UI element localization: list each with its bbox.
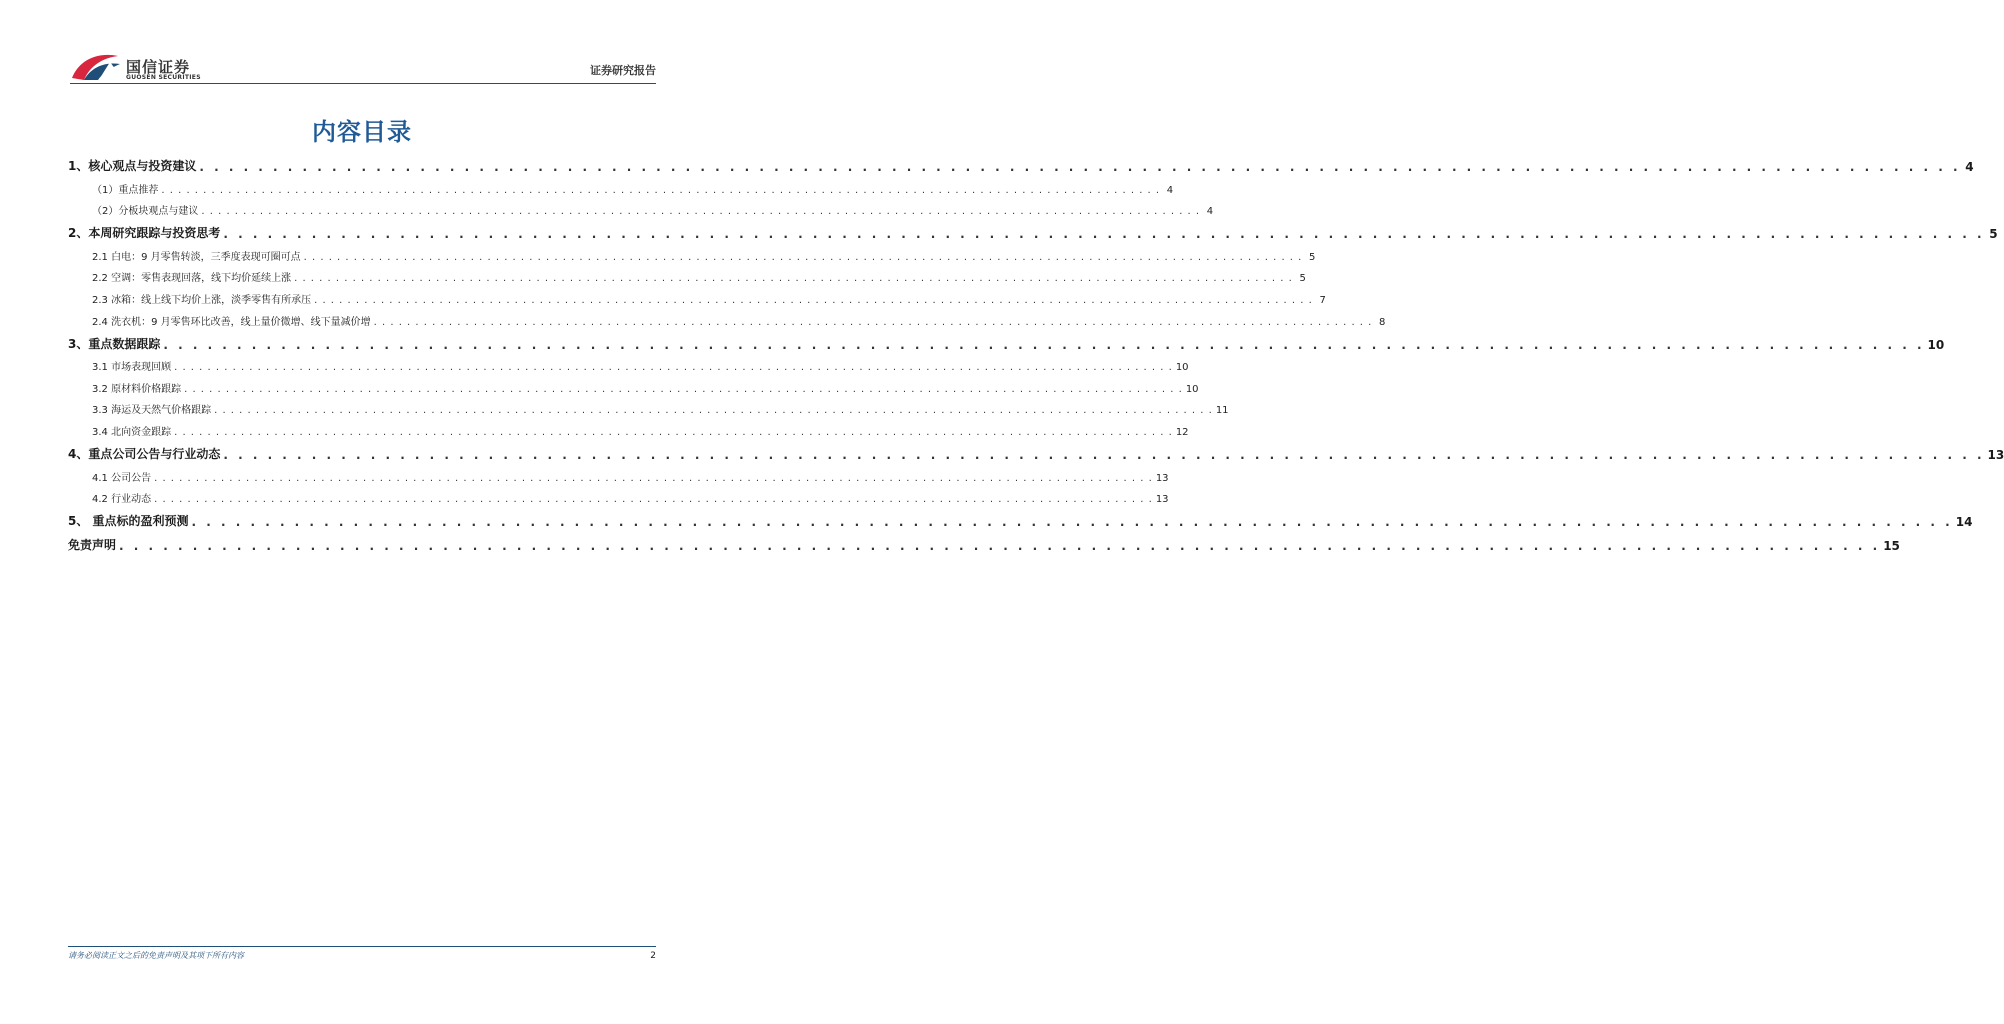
guosen-logo-icon: [70, 52, 122, 82]
toc-entry-label: 4.1 公司公告: [92, 472, 152, 484]
toc-entry-label: 3、重点数据跟踪: [68, 336, 161, 351]
toc-entry-label: 2.4 洗衣机：9 月零售环比改善，线上量价微增、线下量减价增: [92, 316, 371, 328]
toc-entry-subsection[interactable]: [68, 486, 1169, 508]
toc-entry-label: （1）重点推荐: [92, 184, 159, 196]
toc-leader-dots: . . . . . . . . . . . . . . . . . . . . . . . . . . . . . . . . . . . . . . . . . . . . . . . . . . . . . . . . . . . . . . . . . . . . . . . . . . . . . . . . . . . . . . . . . . . . . . . . . . . . . . . . . . . . . . . . . . . . . . . .: [214, 405, 1213, 417]
toc-leader-dots: . . . . . . . . . . . . . . . . . . . . . . . . . . . . . . . . . . . . . . . . . . . . . . . . . . . . . . . . . . . . . . . . . . . . . . . . . . . . . . . . . . . . . . . . . . . . . . . . . . . . . . . . . . . . . . . . . . . . . . . .: [199, 160, 1961, 174]
toc-entry-label: 3.2 原材料价格跟踪: [92, 383, 182, 395]
header-divider: [70, 83, 656, 84]
toc-entry-page: 5: [1299, 273, 1306, 285]
toc-leader-dots: . . . . . . . . . . . . . . . . . . . . . . . . . . . . . . . . . . . . . . . . . . . . . . . . . . . . . . . . . . . . . . . . . . . . . . . . . . . . . . . . . . . . . . . . . . . . . . . . . . . . . . . . . . . . . . . . . . . . . . . .: [174, 426, 1173, 438]
toc-entry-subsection[interactable]: [68, 308, 1386, 330]
report-type-label: 证券研究报告: [590, 64, 656, 77]
toc-entry-label: （2）分板块观点与建议: [92, 206, 199, 218]
toc-entry-section[interactable]: [68, 152, 1974, 176]
toc-entry-page: 14: [1955, 515, 1973, 530]
toc-entry-label: 5、 重点标的盈利预测: [68, 514, 189, 529]
toc-entry-page: 4: [1166, 184, 1174, 196]
toc-entry-subsection[interactable]: [68, 375, 1199, 397]
toc-leader-dots: . . . . . . . . . . . . . . . . . . . . . . . . . . . . . . . . . . . . . . . . . . . . . . . . . . . . . . . . . . . . . . . . . . . . . . . . . . . . . . . . . . . . . . . . . . . . . . . . . . . . . . . . . . . . . . . . . . . . . . . .: [303, 251, 1303, 263]
toc-entry-page: 12: [1175, 426, 1189, 438]
toc-entry-subsection[interactable]: [68, 265, 1306, 287]
toc-title: 内容目录: [312, 118, 412, 146]
page-header: [70, 50, 656, 86]
toc-leader-dots: . . . . . . . . . . . . . . . . . . . . . . . . . . . . . . . . . . . . . . . . . . . . . . . . . . . . . . . . . . . . . . . . . . . . . . . . . . . . . . . . . . . . . . . . . . . . . . . . . . . . . . . . . . . . . . . . . . . . . . . .: [373, 316, 1373, 328]
disclaimer-note: 请务必阅读正文之后的免责声明及其项下所有内容: [68, 951, 244, 960]
toc-entry-page: 5: [1989, 227, 1998, 242]
toc-leader-dots: . . . . . . . . . . . . . . . . . . . . . . . . . . . . . . . . . . . . . . . . . . . . . . . . . . . . . . . . . . . . . . . . . . . . . . . . . . . . . . . . . . . . . . . . . . . . . . . . . . . . . . . . . . . . . . . . . . . . . . . .: [201, 206, 1201, 218]
toc-entry-page: 5: [1308, 251, 1316, 263]
toc-entry-page: 10: [1185, 383, 1199, 395]
toc-entry-page: 4: [1206, 206, 1214, 218]
toc-entry-page: 10: [1175, 362, 1189, 374]
toc-entry-section[interactable]: [68, 440, 2004, 464]
toc-entry-label: 1、核心观点与投资建议: [68, 159, 197, 173]
toc-leader-dots: . . . . . . . . . . . . . . . . . . . . . . . . . . . . . . . . . . . . . . . . . . . . . . . . . . . . . . . . . . . . . . . . . . . . . . . . . . . . . . . . . . . . . . . . . . . . . . . . . . . . . . . . . . . . . . . . . . . . . . . .: [154, 472, 1153, 484]
toc-entry-page: 4: [1965, 160, 1974, 174]
toc-entry-page: 7: [1319, 294, 1326, 306]
toc-entry-label: 4、重点公司公告与行业动态: [68, 446, 221, 461]
footer-divider: [68, 946, 656, 947]
toc-entry-label: 3.3 海运及天然气价格跟踪: [92, 405, 212, 417]
toc-entry-section[interactable]: [68, 507, 1973, 531]
toc-entry-label: 4.2 行业动态: [92, 494, 152, 506]
toc-entry-label: 2.2 空调：零售表现回落，线下均价延续上涨: [92, 273, 292, 285]
page-number: 2: [650, 951, 656, 961]
toc-entry-section[interactable]: [68, 219, 1998, 243]
toc-leader-dots: . . . . . . . . . . . . . . . . . . . . . . . . . . . . . . . . . . . . . . . . . . . . . . . . . . . . . . . . . . . . . . . . . . . . . . . . . . . . . . . . . . . . . . . . . . . . . . . . . . . . . . . . . . . . . . . . . . . . . . . .: [223, 227, 1985, 242]
toc-entry-label: 免责声明: [68, 538, 117, 553]
toc-entry-page: 10: [1927, 337, 1945, 352]
toc-leader-dots: . . . . . . . . . . . . . . . . . . . . . . . . . . . . . . . . . . . . . . . . . . . . . . . . . . . . . . . . . . . . . . . . . . . . . . . . . . . . . . . . . . . . . . . . . . . . . . . . . . . . . . . . . . . . . . . . . . . . . . . .: [314, 294, 1313, 306]
toc-entry-page: 15: [1883, 539, 1900, 554]
toc-entry-subsection[interactable]: [68, 176, 1174, 198]
toc-leader-dots: . . . . . . . . . . . . . . . . . . . . . . . . . . . . . . . . . . . . . . . . . . . . . . . . . . . . . . . . . . . . . . . . . . . . . . . . . . . . . . . . . . . . . . . . . . . . . . . . . . . . . . . . . . . . . . . . . . . . . . . .: [161, 184, 1161, 196]
toc-entry-label: 2、本周研究跟踪与投资思考: [68, 226, 221, 241]
toc-entry-page: 13: [1155, 472, 1169, 484]
company-name-en: GUOSEN SECURITIES: [126, 74, 201, 81]
toc-leader-dots: . . . . . . . . . . . . . . . . . . . . . . . . . . . . . . . . . . . . . . . . . . . . . . . . . . . . . . . . . . . . . . . . . . . . . . . . . . . . . . . . . . . . . . . . . . . . . . . . . . . . . . . . . . . . . . . . . . . . . . . .: [184, 383, 1183, 395]
toc-entry-section[interactable]: [68, 531, 1900, 555]
toc-entry-subsection[interactable]: [68, 286, 1326, 308]
toc-entry-label: 2.1 白电：9 月零售转淡，三季度表现可圈可点: [92, 251, 301, 263]
table-of-contents: [68, 152, 2004, 555]
toc-entry-page: 8: [1378, 316, 1386, 328]
toc-leader-dots: . . . . . . . . . . . . . . . . . . . . . . . . . . . . . . . . . . . . . . . . . . . . . . . . . . . . . . . . . . . . . . . . . . . . . . . . . . . . . . . . . . . . . . . . . . . . . . . . . . . . . . . . . . . . . . . . . . . . . . . .: [163, 337, 1925, 352]
toc-entry-page: 13: [1987, 447, 2004, 462]
toc-leader-dots: . . . . . . . . . . . . . . . . . . . . . . . . . . . . . . . . . . . . . . . . . . . . . . . . . . . . . . . . . . . . . . . . . . . . . . . . . . . . . . . . . . . . . . . . . . . . . . . . . . . . . . . . . . . . . . . . . . . . . . . .: [174, 362, 1173, 374]
toc-entry-subsection[interactable]: [68, 243, 1316, 265]
toc-entry-label: 2.3 冰箱：线上线下均价上涨，淡季零售有所承压: [92, 294, 312, 306]
toc-entry-page: 11: [1215, 405, 1229, 417]
toc-entry-label: 3.1 市场表现回顾: [92, 362, 172, 374]
toc-entry-subsection[interactable]: [68, 354, 1189, 376]
toc-entry-subsection[interactable]: [68, 464, 1169, 486]
toc-leader-dots: . . . . . . . . . . . . . . . . . . . . . . . . . . . . . . . . . . . . . . . . . . . . . . . . . . . . . . . . . . . . . . . . . . . . . . . . . . . . . . . . . . . . . . . . . . . . . . . . . . . . . . . . . . . . . . . . . . . . . . . .: [119, 539, 1881, 554]
toc-leader-dots: . . . . . . . . . . . . . . . . . . . . . . . . . . . . . . . . . . . . . . . . . . . . . . . . . . . . . . . . . . . . . . . . . . . . . . . . . . . . . . . . . . . . . . . . . . . . . . . . . . . . . . . . . . . . . . . . . . . . . . . .: [191, 515, 1953, 530]
toc-leader-dots: . . . . . . . . . . . . . . . . . . . . . . . . . . . . . . . . . . . . . . . . . . . . . . . . . . . . . . . . . . . . . . . . . . . . . . . . . . . . . . . . . . . . . . . . . . . . . . . . . . . . . . . . . . . . . . . . . . . . . . . .: [223, 447, 1985, 462]
toc-entry-subsection[interactable]: [68, 198, 1214, 220]
toc-entry-page: 13: [1155, 494, 1169, 506]
company-logo: [70, 52, 220, 84]
toc-leader-dots: . . . . . . . . . . . . . . . . . . . . . . . . . . . . . . . . . . . . . . . . . . . . . . . . . . . . . . . . . . . . . . . . . . . . . . . . . . . . . . . . . . . . . . . . . . . . . . . . . . . . . . . . . . . . . . . . . . . . . . . .: [154, 494, 1153, 506]
toc-leader-dots: . . . . . . . . . . . . . . . . . . . . . . . . . . . . . . . . . . . . . . . . . . . . . . . . . . . . . . . . . . . . . . . . . . . . . . . . . . . . . . . . . . . . . . . . . . . . . . . . . . . . . . . . . . . . . . . . . . . . . . . .: [294, 273, 1293, 285]
toc-entry-label: 3.4 北向资金跟踪: [92, 426, 172, 438]
toc-entry-subsection[interactable]: [68, 397, 1229, 419]
toc-entry-subsection[interactable]: [68, 418, 1189, 440]
toc-entry-section[interactable]: [68, 330, 1945, 354]
company-name-cn: 国信证券: [126, 58, 191, 76]
